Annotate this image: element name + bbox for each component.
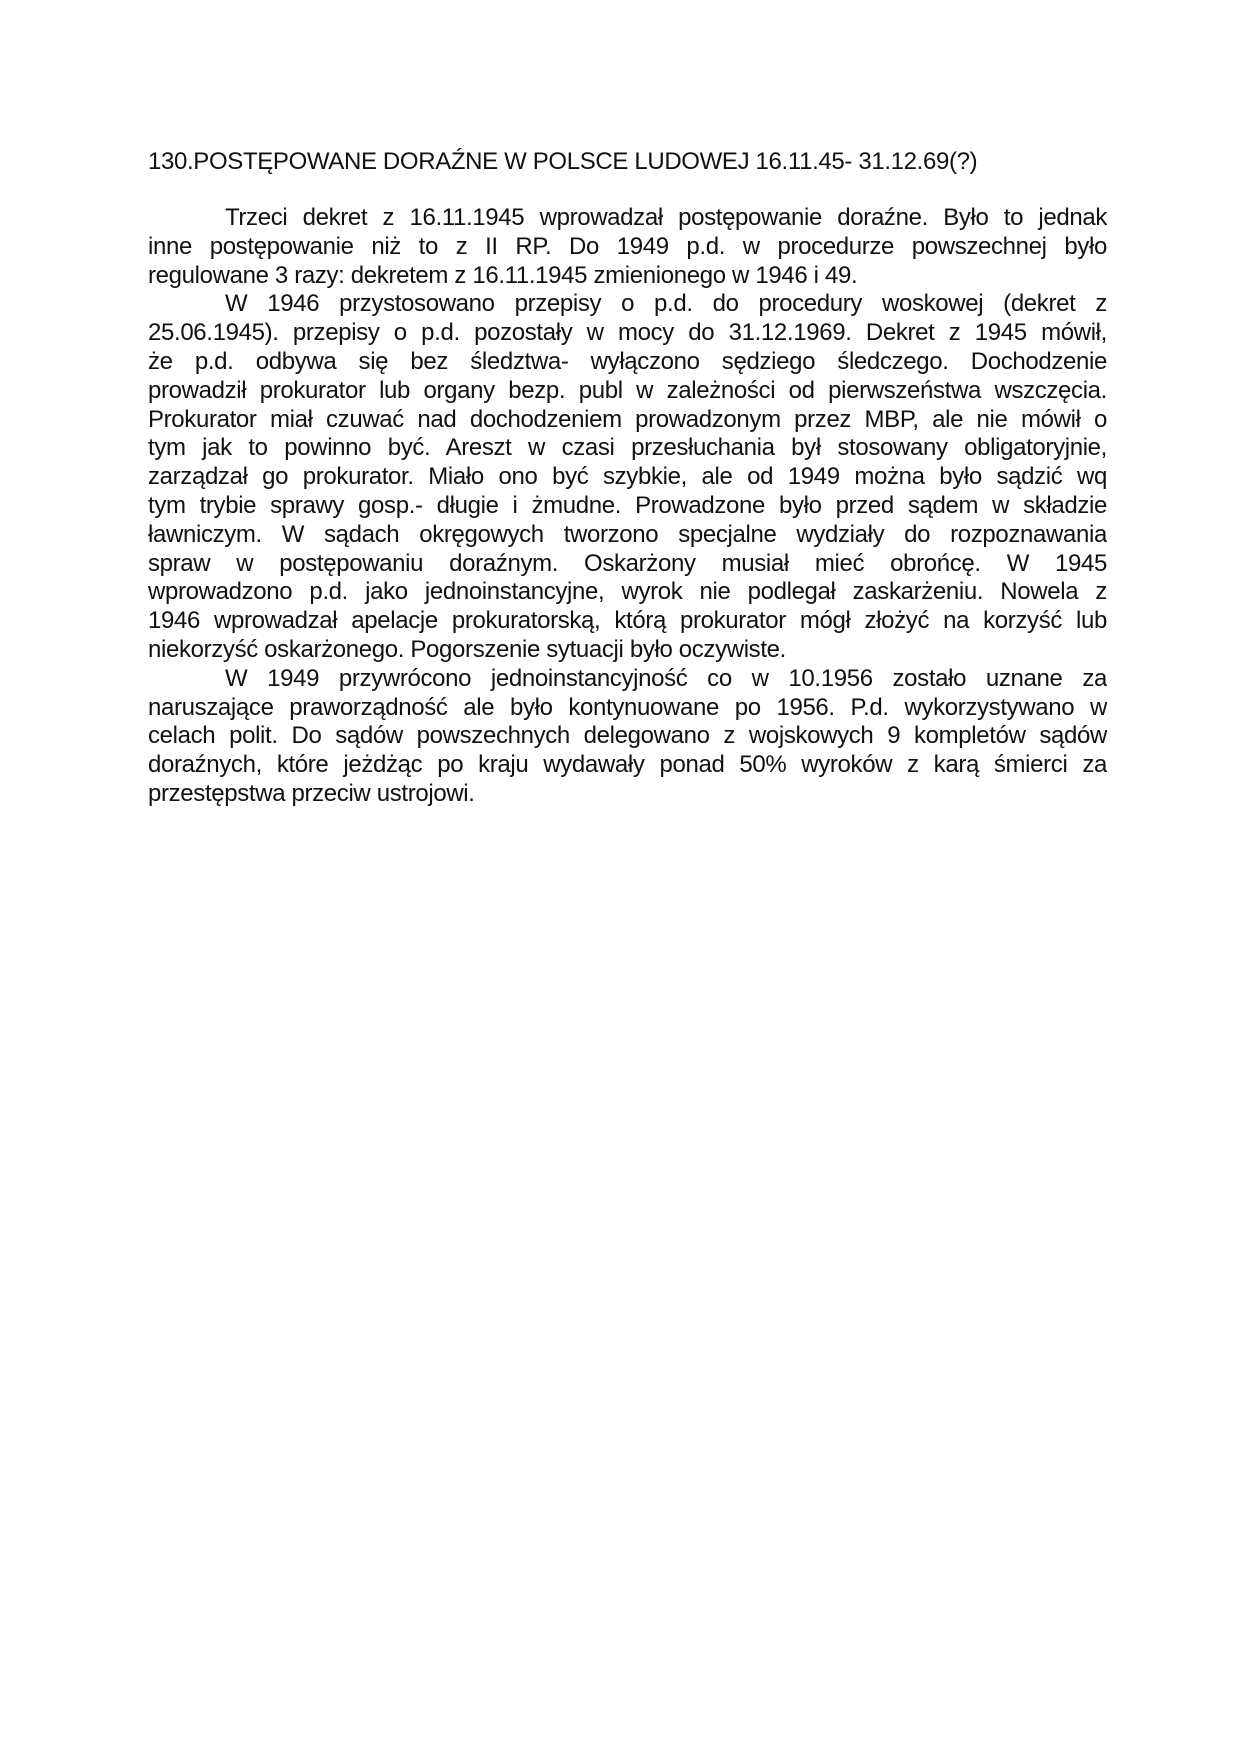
paragraph-line: inne postępowanie niż to z II RP. Do 1949 p.d. w procedurze powszechnej było <box>148 232 1107 260</box>
paragraph-line: prowadził prokurator lub organy bezp. publ w zależności od pierwszeństwa wszczęcia. <box>148 376 1107 404</box>
paragraph-line: niekorzyść oskarżonego. Pogorszenie sytuacji było oczywiste. <box>148 635 786 663</box>
document-title: 130.POSTĘPOWANE DORAŹNE W POLSCE LUDOWEJ 16.11.45- 31.12.69(?) <box>148 148 978 175</box>
paragraph-1 <box>148 204 1107 290</box>
paragraph-line: przestępstwa przeciw ustrojowi. <box>148 779 475 807</box>
paragraph-line: regulowane 3 razy: dekretem z 16.11.1945 zmienionego w 1946 i 49. <box>148 261 858 289</box>
paragraph-3 <box>148 665 1107 809</box>
paragraph-line: Prokurator miał czuwać nad dochodzeniem prowadzonym przez MBP, ale nie mówił o <box>148 405 1107 433</box>
paragraph-line: spraw w postępowaniu doraźnym. Oskarżony musiał mieć obrońcę. W 1945 <box>148 549 1107 577</box>
paragraph-line: wprowadzono p.d. jako jednoinstancyjne, wyrok nie podlegał zaskarżeniu. Nowela z <box>148 578 1107 606</box>
paragraph-line: doraźnych, które jeżdżąc po kraju wydawały ponad 50% wyroków z karą śmierci za <box>148 751 1107 779</box>
paragraph-line: tym jak to powinno być. Areszt w czasi przesłuchania był stosowany obligatoryjnie, <box>148 434 1107 462</box>
paragraph-line: celach polit. Do sądów powszechnych delegowano z wojskowych 9 kompletów sądów <box>148 722 1107 750</box>
paragraph-line: naruszające praworządność ale było kontynuowane po 1956. P.d. wykorzystywano w <box>148 693 1107 721</box>
paragraph-line: ławniczym. W sądach okręgowych tworzono specjalne wydziały do rozpoznawania <box>148 520 1107 548</box>
paragraph-line: 25.06.1945). przepisy o p.d. pozostały w mocy do 31.12.1969. Dekret z 1945 mówił, <box>148 319 1107 347</box>
paragraph-2 <box>148 290 1107 664</box>
paragraph-line: zarządzał go prokurator. Miało ono być szybkie, ale od 1949 można było sądzić wq <box>148 463 1107 491</box>
paragraph-line: W 1949 przywrócono jednoinstancyjność co w 10.1956 zostało uznane za <box>225 664 1107 692</box>
paragraph-line: 1946 wprowadzał apelacje prokuratorską, którą prokurator mógł złożyć na korzyść lub <box>148 607 1107 635</box>
paragraph-line: W 1946 przystosowano przepisy o p.d. do procedury woskowej (dekret z <box>225 290 1107 318</box>
paragraph-line: że p.d. odbywa się bez śledztwa- wyłączono sędziego śledczego. Dochodzenie <box>148 347 1107 375</box>
document-body <box>148 204 1107 809</box>
paragraph-line: Trzeci dekret z 16.11.1945 wprowadzał postępowanie doraźne. Było to jednak <box>225 204 1107 231</box>
paragraph-line: tym trybie sprawy gosp.- długie i żmudne. Prowadzone było przed sądem w składzie <box>148 491 1107 519</box>
